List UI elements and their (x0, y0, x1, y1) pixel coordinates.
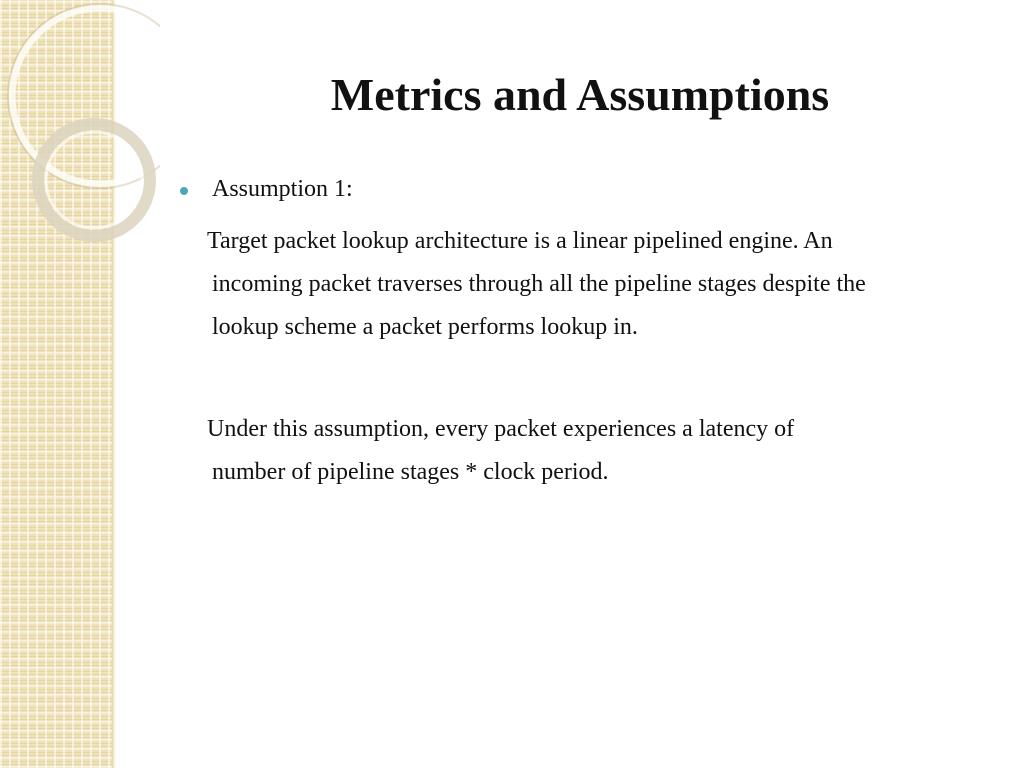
bullet-label: Assumption 1: (212, 176, 353, 202)
decorative-rings (0, 0, 160, 260)
slide-title: Metrics and Assumptions (330, 69, 830, 120)
paragraph-line: lookup scheme a packet performs lookup in. (212, 314, 638, 340)
paragraph-line: Under this assumption, every packet experiences a latency of (207, 416, 795, 442)
bullet-dot-icon (180, 187, 188, 195)
paragraph-latency (207, 408, 1002, 494)
paragraph-line: Target packet lookup architecture is a linear pipelined engine. An (207, 228, 833, 254)
paragraph-architecture (207, 220, 1002, 349)
bullet-assumption-1 (180, 176, 353, 203)
paragraph-line: number of pipeline stages * clock period. (212, 459, 609, 485)
paragraph-line: incoming packet traverses through all the pipeline stages despite the (212, 271, 866, 297)
